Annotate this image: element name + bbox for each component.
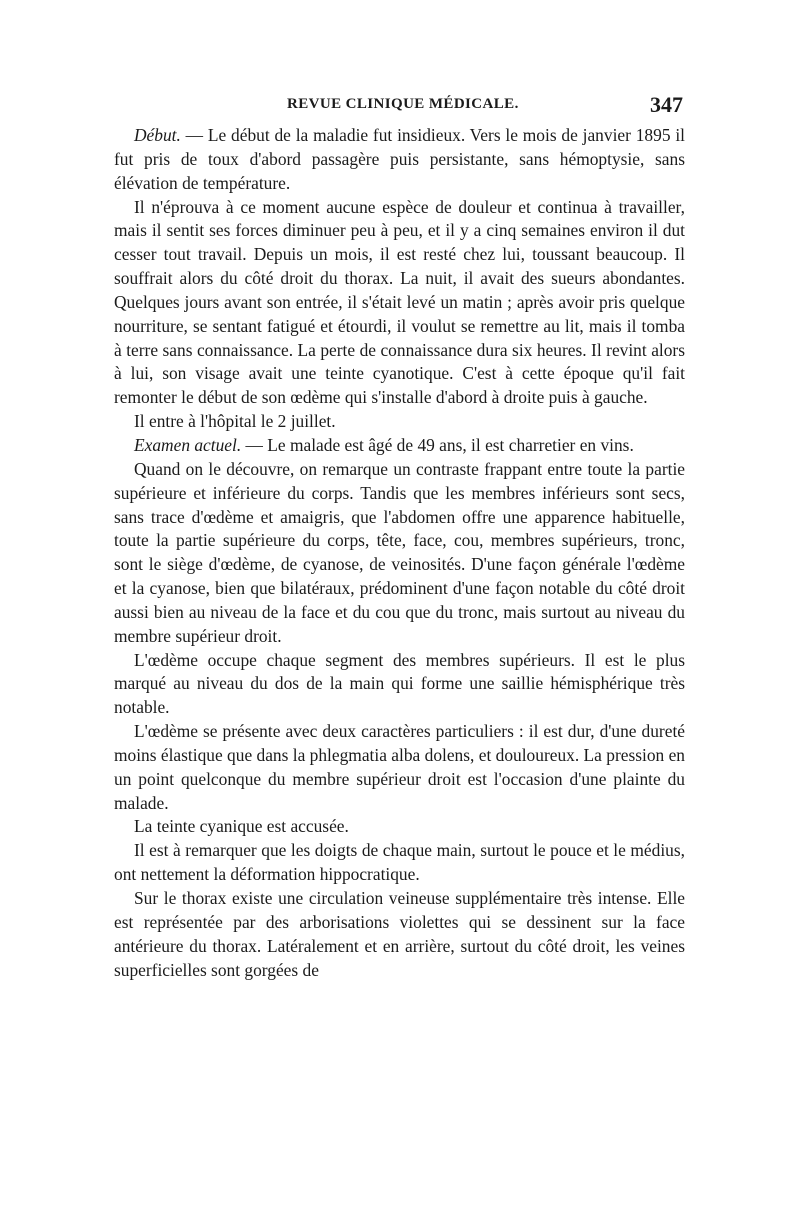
paragraph bbox=[114, 839, 685, 887]
running-title: REVUE CLINIQUE MÉDICALE. bbox=[287, 96, 519, 112]
paragraph bbox=[114, 410, 685, 434]
paragraph bbox=[114, 458, 685, 649]
section-lead-examen: Examen actuel. bbox=[134, 434, 242, 455]
paragraph-text: — Le début de la maladie fut insidieux. Vers le mois de janvier 1895 il fut pris de toux d'abord passagère puis persistante, sans hémoptysie, sans élévation de température. bbox=[114, 125, 685, 193]
paragraph-text: La teinte cyanique est accusée. bbox=[134, 816, 349, 837]
running-head bbox=[114, 92, 685, 120]
paragraph-text: Il n'éprouva à ce moment aucune espèce de douleur et continua à travailler, mais il sentit ses forces diminuer peu à peu, et il y a cinq semaines environ il dut cesser tout travail. Depuis un mois, il est resté chez lui, toussant beaucoup. Il souffrait alors du côté droit du thorax. La nuit, il avait des sueurs abondantes. Quelques jours avant son entrée, il s'était levé un matin ; après avoir pris quelque nourriture, se sentant fatigué et étourdi, il voulut se remettre au lit, mais il tomba à terre sans connaissance. La perte de connaissance dura six heures. Il revint alors à lui, son visage avait une teinte cyanotique. C'est à cette époque qu'il fait remonter le début de son œdème qui s'installe d'abord à droite puis à gauche. bbox=[114, 196, 685, 408]
book-page bbox=[114, 92, 685, 982]
paragraph-text: L'œdème occupe chaque segment des membres supérieurs. Il est le plus marqué au niveau du dos de la main qui forme une saillie hémisphérique très notable. bbox=[114, 649, 685, 718]
paragraph bbox=[114, 887, 685, 982]
paragraph bbox=[114, 815, 685, 839]
page-number: 347 bbox=[650, 92, 683, 117]
section-lead-debut: Début. bbox=[134, 125, 181, 145]
paragraph-text: Quand on le découvre, on remarque un contraste frappant entre toute la partie supérieure et inférieure du corps. Tandis que les membres inférieurs sont secs, sans trace d'œdème et amaigris, que l'abdomen offre une apparence habituelle, toute la partie supérieure du corps, tête, face, cou, membres supérieurs, tronc, sont le siège d'œdème, de cyanose, de veinosités. D'une façon générale l'œdème et la cyanose, bien que bilatéraux, prédominent d'une façon notable du côté droit aussi bien au niveau de la face et du cou que du tronc, mais surtout au niveau du membre supérieur droit. bbox=[114, 458, 685, 646]
paragraph-text: Il entre à l'hôpital le 2 juillet. bbox=[134, 411, 336, 432]
paragraph-text: Sur le thorax existe une circulation veineuse supplémentaire très intense. Elle est représentée par des arborisations violettes qui se dessinent sur la face antérieure du thorax. Latéralement et en arrière, surtout du côté droit, les veines superficielles sont gorgées de bbox=[114, 888, 685, 980]
paragraph bbox=[114, 649, 685, 721]
paragraph-debut bbox=[114, 124, 685, 196]
paragraph-text: Il est à remarquer que les doigts de chaque main, surtout le pouce et le médius, ont nettement la déformation hippocratique. bbox=[114, 840, 685, 885]
paragraph-text: — Le malade est âgé de 49 ans, il est charretier en vins. bbox=[241, 434, 634, 455]
paragraph-text: L'œdème se présente avec deux caractères particuliers : il est dur, d'une dureté moins élastique que dans la phlegmatia alba dolens, et douloureux. La pression en un point quelconque du membre supérieur droit est l'occasion d'une plainte du malade. bbox=[114, 721, 685, 813]
body-text bbox=[114, 124, 685, 982]
paragraph-examen bbox=[114, 434, 685, 458]
paragraph bbox=[114, 720, 685, 815]
paragraph bbox=[114, 196, 685, 411]
